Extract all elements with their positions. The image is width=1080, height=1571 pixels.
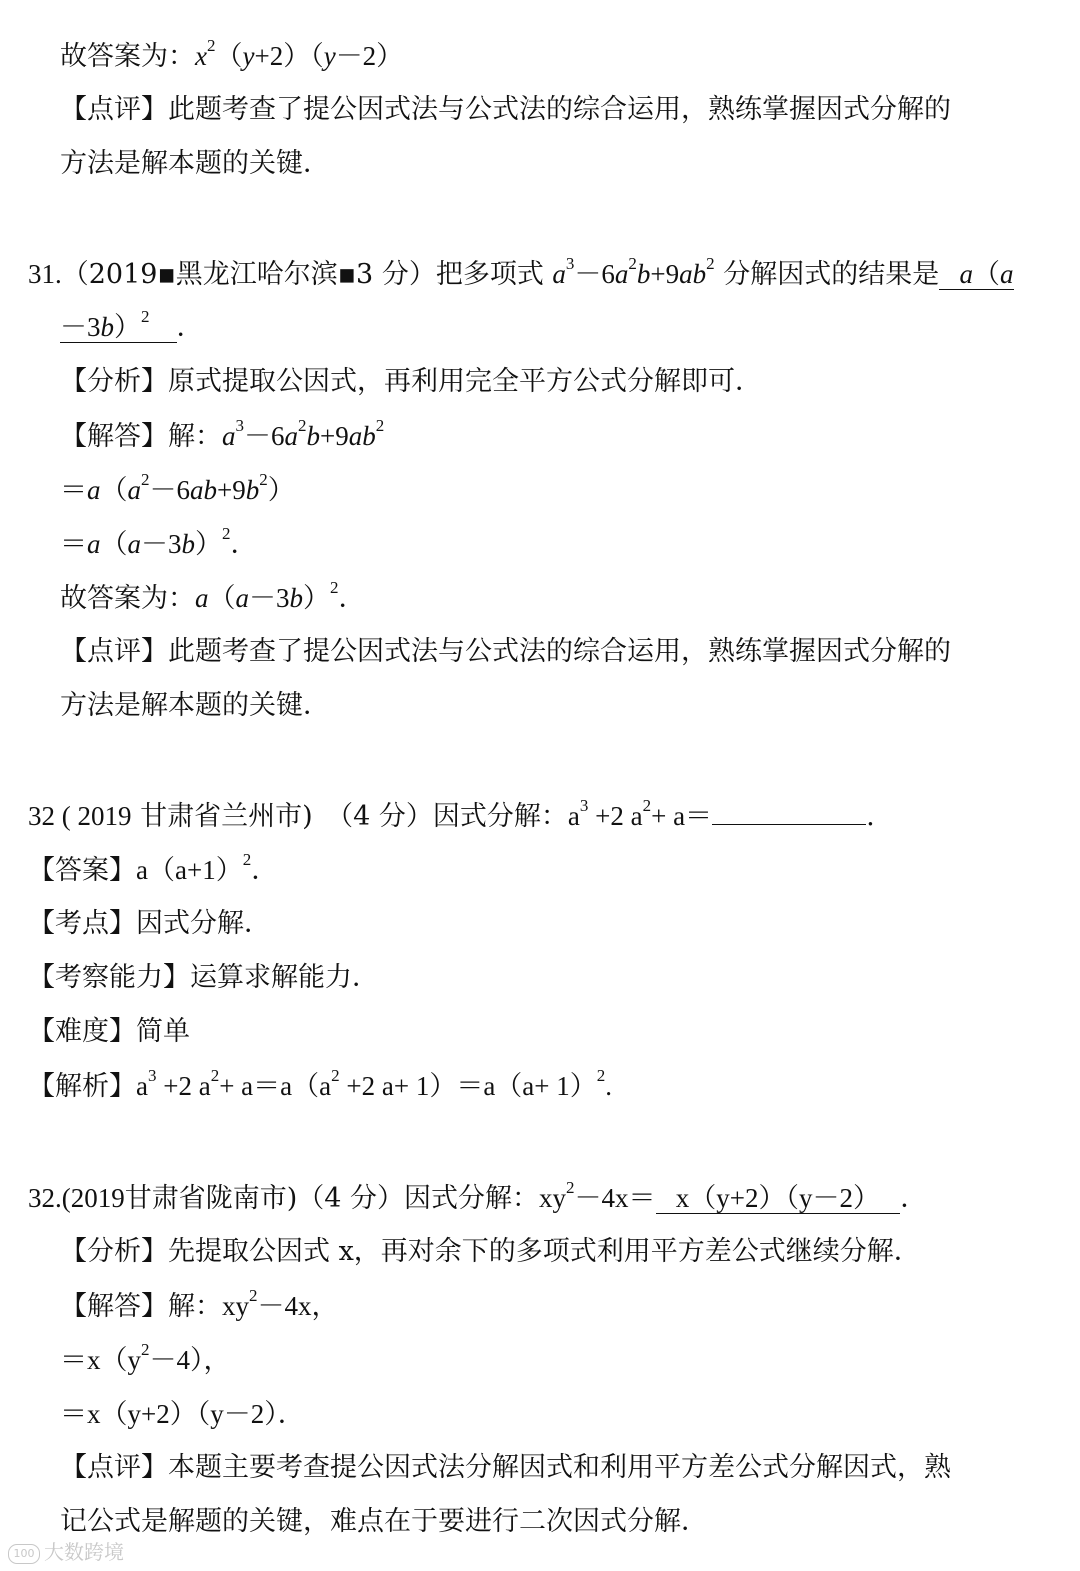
q31-source: （2019▪黑龙江哈尔滨▪3 分）	[61, 259, 436, 290]
prev-comment-line-1: 【点评】此题考查了提公因式法与公式法的综合运用，熟练掌握因式分解的	[60, 94, 951, 125]
watermark-badge-icon: 100	[8, 1544, 40, 1564]
q31-step-2: $=a(a-3b)^2$．	[60, 524, 258, 559]
q31-comment-line-2: 方法是解本题的关键．	[60, 690, 330, 721]
watermark: 100 大数跨境	[8, 1536, 124, 1565]
q32b-stem: 32.(2019甘肃省陇南市)（4 分）因式分解：$xy^2-4x= x(y+2)(y-2)$ ．	[28, 1178, 928, 1214]
q32a-difficulty: 【难度】简单	[28, 1016, 190, 1047]
q32a-explanation: 【解析】$a^3 +2$ $a^2+ a=a(a^2 +2$ $a+ 1)=a(a+ 1)^2$.	[28, 1066, 613, 1102]
q32a-ability: 【考察能力】运算求解能力．	[28, 962, 379, 993]
q32b-step-1: $=x(y^2-4)$，	[60, 1340, 231, 1375]
q31-answer-blank-part2: －3b）$^2$	[60, 312, 177, 343]
q32b-step-2: ＝x（y+2）（y－2）．	[60, 1399, 305, 1429]
q31-final-answer: 故答案为：$a(a-3b)^2$．	[60, 578, 366, 614]
q32a-stem: 32 ( 2019 甘肃省兰州市) （4 分）因式分解：$a^3 +2$ $a^2+ a=$ .	[28, 796, 875, 832]
q32b-analysis: 【分析】先提取公因式 x，再对余下的多项式利用平方差公式继续分解．	[60, 1236, 921, 1267]
q32b-comment-line-2: 记公式是解题的关键，难点在于要进行二次因式分解．	[60, 1506, 708, 1537]
q32a-answer: 【答案】$a(a+1)^2$．	[28, 850, 279, 886]
q31-analysis: 【分析】原式提取公因式，再利用完全平方公式分解即可．	[60, 366, 762, 397]
q32b-solution: 【解答】解：$xy^2-4x$，	[60, 1286, 339, 1322]
comment-tag: 【点评】	[60, 94, 168, 125]
q31-solution: 【解答】解：$a^3-6a^2b+9ab^2$	[60, 416, 385, 452]
q32b-comment-line-1: 【点评】本题主要考查提公因式法分解因式和利用平方差公式分解因式，熟	[60, 1452, 951, 1483]
q32a-answer-blank	[712, 798, 866, 825]
q32b-answer-blank: x（y+2）（y－2）	[655, 1183, 901, 1213]
q31-step-1: $=a(a^2-6ab+9b^2)$	[60, 470, 295, 505]
q31-answer-blank-part1: a（a	[939, 259, 1013, 290]
answer-label: 故答案为：	[60, 41, 195, 72]
q31-stem-cont: －3b）$^2$ ．	[60, 307, 204, 343]
q31-stem: 31.（2019▪黑龙江哈尔滨▪3 分）把多项式 $a^3-6a^2b+9ab^2$ 分解因式的结果是 a（a	[28, 254, 1014, 290]
q32a-topic: 【考点】因式分解．	[28, 908, 271, 939]
prev-comment-line-2: 方法是解本题的关键．	[60, 148, 330, 179]
prev-answer-line: 故答案为：$x^2(y+2)(y-2)$	[60, 36, 404, 72]
q31-comment-line-1: 【点评】此题考查了提公因式法与公式法的综合运用，熟练掌握因式分解的	[60, 636, 951, 667]
